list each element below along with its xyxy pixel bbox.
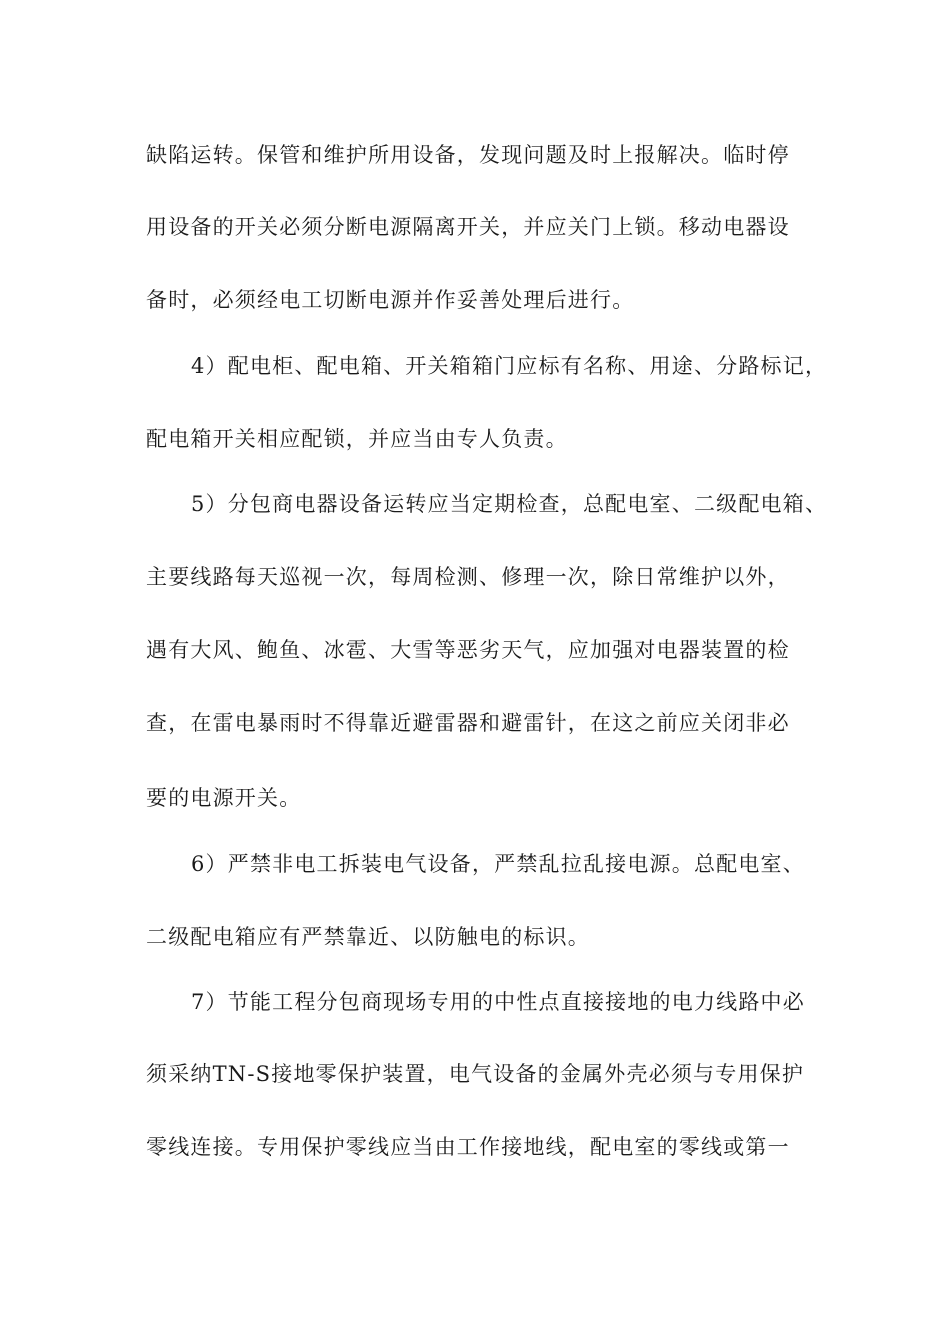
paragraph-7-start: 7）节能工程分包商现场专用的中性点直接接地的电力线路中必 (191, 990, 805, 1014)
paragraph-5-start: 5）分包商电器设备运转应当定期检查，总配电室、二级配电箱、 (191, 492, 828, 516)
text-line: 配电箱开关相应配锁，并应当由专人负责。 (146, 427, 568, 451)
text-line: 备时，必须经电工切断电源并作妥善处理后进行。 (146, 288, 635, 312)
text-line: 须采纳TN-S接地零保护装置，电气设备的金属外壳必须与专用保护 (146, 1062, 805, 1086)
text-line: 零线连接。专用保护零线应当由工作接地线，配电室的零线或第一 (146, 1135, 790, 1159)
paragraph-6-start: 6）严禁非电工拆装电气设备，严禁乱拉乱接电源。总配电室、 (191, 852, 805, 876)
paragraph-4-start: 4）配电柜、配电箱、开关箱箱门应标有名称、用途、分路标记， (191, 354, 828, 378)
text-line: 缺陷运转。保管和维护所用设备，发现问题及时上报解决。临时停 (146, 143, 790, 167)
text-line: 遇有大风、鲍鱼、冰雹、大雪等恶劣天气，应加强对电器装置的检 (146, 638, 790, 662)
text-line: 主要线路每天巡视一次，每周检测、修理一次，除日常维护以外， (146, 565, 790, 589)
text-line: 用设备的开关必须分断电源隔离开关，并应关门上锁。移动电器设 (146, 215, 790, 239)
text-line: 要的电源开关。 (146, 786, 302, 810)
text-line: 查，在雷电暴雨时不得靠近避雷器和避雷针，在这之前应关闭非必 (146, 711, 790, 735)
text-line: 二级配电箱应有严禁靠近、以防触电的标识。 (146, 925, 590, 949)
